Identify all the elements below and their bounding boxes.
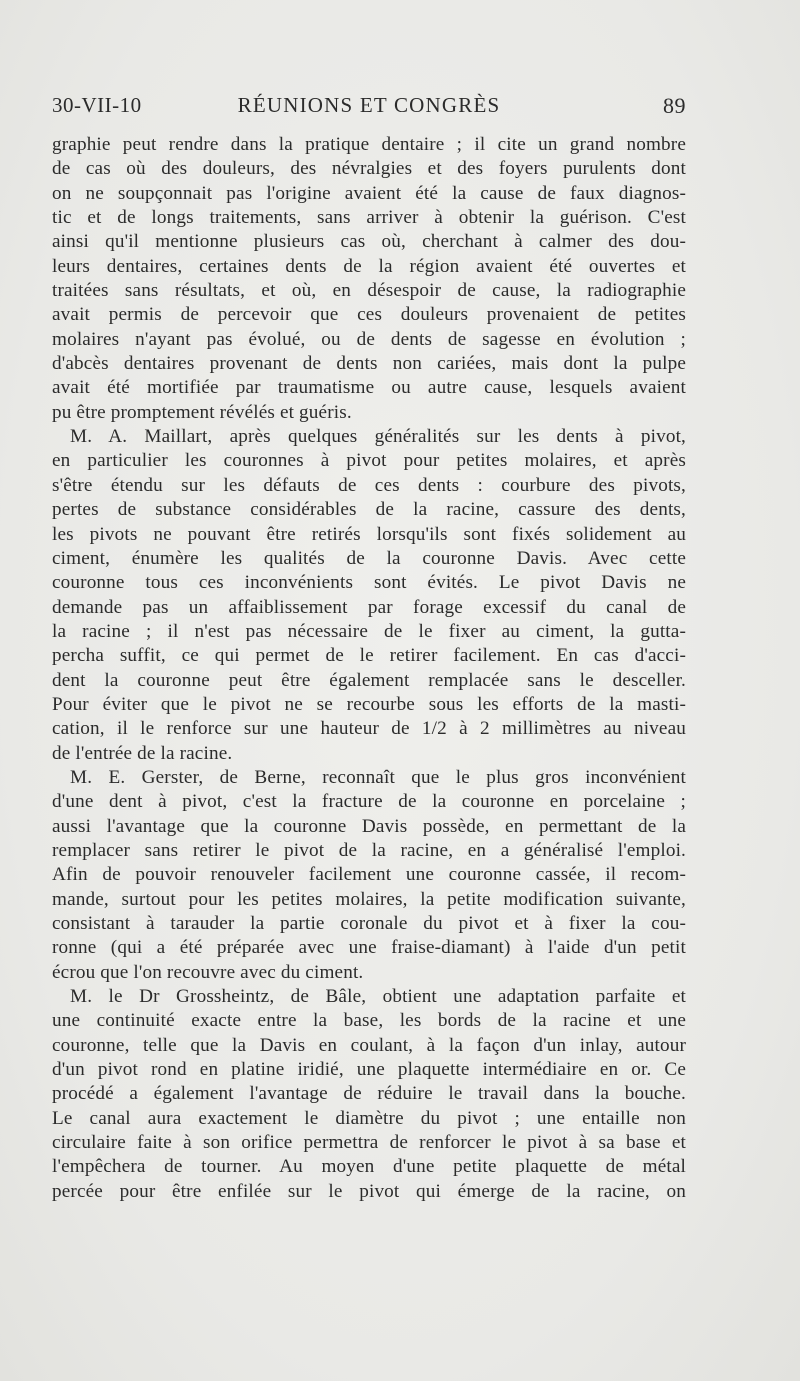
text-line: aussi l'avantage que la couronne Davis possède, en permettant de la xyxy=(52,815,686,837)
text-line: consistant à tarauder la partie coronale du pivot et à fixer la cou- xyxy=(52,913,686,934)
text-line: d'abcès dentaires provenant de dents non cariées, mais dont la pulpe xyxy=(52,353,686,375)
text-line: leurs dentaires, certaines dents de la région avaient été ouvertes et xyxy=(52,255,686,277)
text-line: Pour éviter que le pivot ne se recourbe sous les efforts de la masti- xyxy=(52,693,686,715)
text-line: percha suffit, ce qui permet de le retirer facilement. En cas d'acci- xyxy=(52,645,686,667)
text-line: traitées sans résultats, et où, en désespoir de cause, la radiographie xyxy=(52,280,686,302)
text-line: pertes de substance considérables de la racine, cassure des dents, xyxy=(52,499,686,521)
text-line: dent la couronne peut être également remplacée sans le desceller. xyxy=(52,669,686,691)
running-head xyxy=(52,93,686,121)
text-line: s'être étendu sur les défauts de ces dents : courbure des pivots, xyxy=(52,474,686,496)
text-line: couronne tous ces inconvénients sont évités. Le pivot Davis ne xyxy=(52,572,686,594)
text-line: Afin de pouvoir renouveler facilement une couronne cassée, il recom- xyxy=(52,864,686,886)
text-line: demande pas un affaiblissement par forage excessif du canal de xyxy=(52,596,686,618)
text-line: percée pour être enfilée sur le pivot qui émerge de la racine, on xyxy=(52,1180,686,1202)
text-line: la racine ; il n'est pas nécessaire de le fixer au ciment, la gutta- xyxy=(52,620,686,642)
text-line: couronne, telle que la Davis en coulant, à la façon d'un inlay, autour xyxy=(52,1034,686,1056)
text-line: M. E. Gerster, de Berne, reconnaît que le plus gros inconvénient xyxy=(70,766,686,788)
text-line: pu être promptement révélés et guéris. xyxy=(52,401,352,423)
text-line: écrou que l'on recouvre avec du ciment. xyxy=(52,961,364,983)
body-text xyxy=(52,133,686,1204)
text-line: circulaire faite à son orifice permettra de renforcer le pivot à sa base et xyxy=(52,1132,686,1154)
text-line: en particulier les couronnes à pivot pour petites molaires, et après xyxy=(52,450,686,472)
text-line: ciment, énumère les qualités de la couronne Davis. Avec cette xyxy=(52,547,686,569)
header-date: 30-VII-10 xyxy=(52,93,142,117)
text-line: ainsi qu'il mentionne plusieurs cas où, cherchant à calmer des dou- xyxy=(52,231,686,253)
text-line: molaires n'ayant pas évolué, ou de dents de sagesse en évolution ; xyxy=(52,328,686,350)
text-line: une continuité exacte entre la base, les bords de la racine et une xyxy=(52,1010,686,1032)
text-line: on ne soupçonnait pas l'origine avaient été la cause de faux diagnos- xyxy=(52,182,686,204)
text-line: procédé a également l'avantage de réduire le travail dans la bouche. xyxy=(52,1083,686,1105)
text-line: cation, il le renforce sur une hauteur de 1/2 à 2 millimètres au niveau xyxy=(52,718,686,740)
text-line: de l'entrée de la racine. xyxy=(52,742,233,764)
text-line: remplacer sans retirer le pivot de la racine, en a généralisé l'emploi. xyxy=(52,839,686,861)
text-line: M. le Dr Grossheintz, de Bâle, obtient une adaptation parfaite et xyxy=(70,986,686,1008)
text-line: M. A. Maillart, après quelques généralités sur les dents à pivot, xyxy=(70,426,686,448)
text-line: d'un pivot rond en platine iridié, une plaquette intermédiaire en or. Ce xyxy=(52,1059,686,1081)
text-line: l'empêchera de tourner. Au moyen d'une petite plaquette de métal xyxy=(52,1156,686,1178)
text-line: avait été mortifiée par traumatisme ou autre cause, lesquels avaient xyxy=(52,377,686,399)
text-line: Le canal aura exactement le diamètre du pivot ; une entaille non xyxy=(52,1107,686,1129)
text-line: les pivots ne pouvant être retirés lorsqu'ils sont fixés solidement au xyxy=(52,523,686,545)
text-line: tic et de longs traitements, sans arriver à obtenir la guérison. C'est xyxy=(52,207,686,229)
header-title: RÉUNIONS ET CONGRÈS xyxy=(237,93,501,117)
text-line: avait permis de percevoir que ces douleurs provenaient de petites xyxy=(52,304,686,326)
text-line: de cas où des douleurs, des névralgies et des foyers purulents dont xyxy=(52,158,686,180)
text-line: graphie peut rendre dans la pratique dentaire ; il cite un grand nombre xyxy=(52,134,686,155)
text-line: mande, surtout pour les petites molaires, la petite modification suivante, xyxy=(52,888,686,910)
page-number: 89 xyxy=(663,93,686,118)
text-line: d'une dent à pivot, c'est la fracture de la couronne en porcelaine ; xyxy=(52,791,686,813)
text-line: ronne (qui a été préparée avec une fraise-diamant) à l'aide d'un petit xyxy=(52,937,686,959)
